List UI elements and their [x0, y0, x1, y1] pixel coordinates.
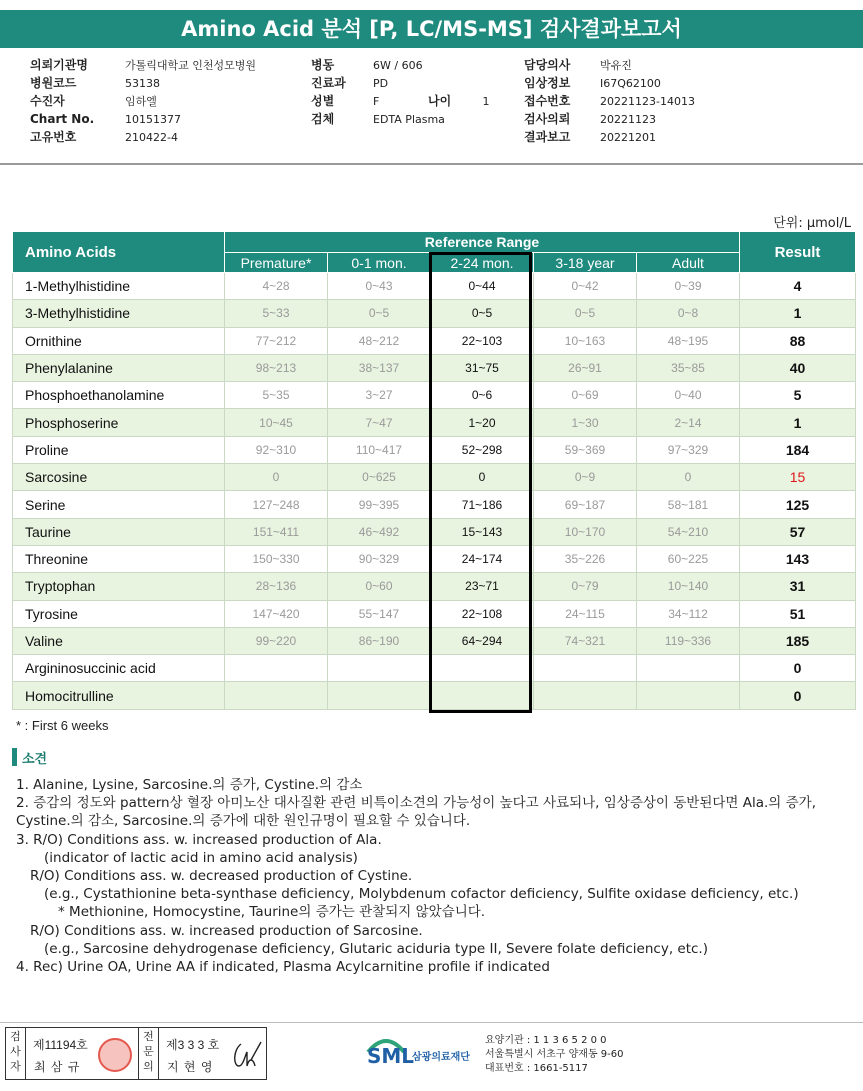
- table-row: [13, 655, 856, 682]
- amino-acid-name: 1-Methylhistidine: [13, 273, 225, 300]
- info-label: 접수번호: [524, 94, 571, 108]
- reference-range-cell: 92~310: [225, 436, 328, 463]
- info-value: 210422-4: [125, 131, 178, 144]
- result-value: 31: [740, 573, 856, 600]
- examiner-cell: [26, 1028, 139, 1079]
- reference-range-cell: 59~369: [534, 436, 637, 463]
- info-label: 성별: [311, 94, 335, 108]
- reference-range-cell: 58~181: [637, 491, 740, 518]
- info-value: 20221123-14013: [600, 95, 695, 108]
- reference-range-cell: 34~112: [637, 600, 740, 627]
- reference-range-cell: 98~213: [225, 354, 328, 381]
- patient-info-col3: [524, 56, 695, 146]
- header-premature-: Premature*: [225, 253, 328, 273]
- patient-info-col1: [30, 56, 256, 146]
- finding-line: 1. Alanine, Lysine, Sarcosine.의 증가, Cystine.의 감소: [16, 777, 363, 793]
- info-row: [524, 128, 695, 146]
- amino-acid-name: Phosphoserine: [13, 409, 225, 436]
- reference-range-cell: 24~174: [431, 545, 534, 572]
- result-value: 88: [740, 327, 856, 354]
- signature-icon: [227, 1036, 263, 1072]
- reference-range-cell: [534, 655, 637, 682]
- result-value: 0: [740, 655, 856, 682]
- footnote: * : First 6 weeks: [16, 718, 109, 733]
- finding-line: (e.g., Sarcosine dehydrogenase deficiency, Glutaric aciduria type II, Severe folate deficiency, etc.): [44, 940, 708, 957]
- examiner-name: 최 삼 규: [34, 1060, 81, 1074]
- vertical-char: 사: [10, 1046, 21, 1058]
- info-label: 결과보고: [524, 130, 571, 144]
- reference-range-cell: 52~298: [431, 436, 534, 463]
- reference-range-cell: 0~9: [534, 464, 637, 491]
- result-value: 4: [740, 273, 856, 300]
- reference-range-cell: [225, 682, 328, 709]
- info-row: [30, 128, 256, 146]
- reference-range-cell: 0~60: [328, 573, 431, 600]
- table-row: [13, 464, 856, 491]
- reference-range-cell: 127~248: [225, 491, 328, 518]
- header-reference-range: Reference Range: [225, 232, 740, 253]
- result-value: 1: [740, 409, 856, 436]
- info-row: [311, 110, 445, 128]
- reference-range-cell: 46~492: [328, 518, 431, 545]
- reference-range-cell: [225, 655, 328, 682]
- findings-text: [16, 776, 816, 976]
- info-value: 임하엘: [125, 95, 157, 108]
- reference-range-cell: 150~330: [225, 545, 328, 572]
- reference-range-cell: 0: [431, 464, 534, 491]
- info-row: [30, 74, 256, 92]
- reference-range-cell: 90~329: [328, 545, 431, 572]
- finding-line: 3. R/O) Conditions ass. w. increased production of Ala.: [16, 831, 382, 848]
- reference-range-cell: 0~5: [431, 300, 534, 327]
- reference-range-cell: 74~321: [534, 627, 637, 654]
- reference-range-cell: 99~395: [328, 491, 431, 518]
- reference-range-cell: 48~195: [637, 327, 740, 354]
- age-field: [428, 92, 490, 111]
- reference-range-cell: 110~417: [328, 436, 431, 463]
- finding-line: R/O) Conditions ass. w. decreased production of Cystine.: [30, 868, 413, 885]
- reference-range-cell: 86~190: [328, 627, 431, 654]
- reference-range-cell: 99~220: [225, 627, 328, 654]
- info-label: 고유번호: [30, 130, 77, 144]
- amino-acid-name: Serine: [13, 491, 225, 518]
- reference-range-cell: 147~420: [225, 600, 328, 627]
- reference-range-cell: 22~103: [431, 327, 534, 354]
- header-amino-acids: Amino Acids: [13, 232, 225, 273]
- amino-acid-name: Argininosuccinic acid: [13, 655, 225, 682]
- examiner-license-no: 제11194호: [33, 1038, 88, 1052]
- header-2-24-mon-: 2-24 mon.: [431, 253, 534, 273]
- examiner-seal-icon: [98, 1038, 132, 1072]
- reference-range-cell: 0~42: [534, 273, 637, 300]
- age-value: 1: [482, 95, 490, 108]
- header-0-1-mon-: 0-1 mon.: [328, 253, 431, 273]
- amino-acid-name: Valine: [13, 627, 225, 654]
- reference-range-cell: 48~212: [328, 327, 431, 354]
- vertical-char: 자: [10, 1061, 21, 1073]
- amino-acid-table: [12, 231, 856, 710]
- reference-range-cell: [534, 682, 637, 709]
- reference-range-cell: 69~187: [534, 491, 637, 518]
- org-name: 삼광의료재단: [412, 1052, 470, 1063]
- amino-acid-name: Phosphoethanolamine: [13, 382, 225, 409]
- info-label: 의뢰기관명: [30, 58, 88, 72]
- info-row: [524, 56, 695, 74]
- reference-range-cell: 0~43: [328, 273, 431, 300]
- amino-acid-name: Proline: [13, 436, 225, 463]
- table-row: [13, 573, 856, 600]
- amino-acid-name: Tyrosine: [13, 600, 225, 627]
- amino-acid-name: Taurine: [13, 518, 225, 545]
- result-value: 40: [740, 354, 856, 381]
- table-row: [13, 436, 856, 463]
- table-row: [13, 273, 856, 300]
- amino-acid-name: 3-Methylhistidine: [13, 300, 225, 327]
- reference-range-cell: 1~30: [534, 409, 637, 436]
- reference-range-cell: 10~163: [534, 327, 637, 354]
- finding-line: Cystine.의 감소, Sarcosine.의 증가에 대한 원인규명이 필요할 수 있습니다.: [16, 813, 471, 830]
- reference-range-cell: 0~5: [534, 300, 637, 327]
- info-value: 가톨릭대학교 인천성모병원: [125, 59, 257, 72]
- vertical-char: 의: [143, 1061, 154, 1073]
- amino-acid-name: Threonine: [13, 545, 225, 572]
- reference-range-cell: 0: [225, 464, 328, 491]
- footer-divider: [0, 1022, 863, 1023]
- info-label: Chart No.: [30, 112, 95, 126]
- amino-acid-name: Phenylalanine: [13, 354, 225, 381]
- specialist-label: [139, 1028, 159, 1079]
- reference-range-cell: 1~20: [431, 409, 534, 436]
- info-value: 박유진: [600, 59, 632, 72]
- table-row: [13, 491, 856, 518]
- table-row: [13, 600, 856, 627]
- reference-range-cell: 10~45: [225, 409, 328, 436]
- reference-range-cell: 64~294: [431, 627, 534, 654]
- reference-range-cell: 35~85: [637, 354, 740, 381]
- finding-line: R/O) Conditions ass. w. increased production of Sarcosine.: [30, 922, 423, 939]
- result-value: 15: [740, 464, 856, 491]
- info-row: [311, 92, 445, 110]
- vertical-char: 검: [10, 1031, 21, 1043]
- reference-range-cell: 0~79: [534, 573, 637, 600]
- info-label: 병동: [311, 58, 335, 72]
- examiner-label: [6, 1028, 26, 1079]
- reference-range-cell: 10~140: [637, 573, 740, 600]
- info-row: [311, 74, 445, 92]
- reference-range-cell: 3~27: [328, 382, 431, 409]
- reference-range-cell: 0~39: [637, 273, 740, 300]
- reference-range-cell: 7~47: [328, 409, 431, 436]
- amino-acid-name: Sarcosine: [13, 464, 225, 491]
- specialist-license-no: 제3 3 3 호: [166, 1038, 220, 1052]
- info-row: [524, 92, 695, 110]
- org-info-line: 서울특별시 서초구 양재동 9-60: [485, 1049, 624, 1060]
- table-row: [13, 327, 856, 354]
- reference-range-cell: 77~212: [225, 327, 328, 354]
- result-value: 51: [740, 600, 856, 627]
- reference-range-cell: [328, 655, 431, 682]
- findings-title: 소견: [22, 752, 48, 767]
- result-value: 185: [740, 627, 856, 654]
- reference-range-cell: 0~625: [328, 464, 431, 491]
- vertical-char: 전: [143, 1031, 154, 1043]
- reference-range-cell: 60~225: [637, 545, 740, 572]
- reference-range-cell: 119~336: [637, 627, 740, 654]
- specialist-name: 지 현 영: [167, 1060, 214, 1074]
- info-row: [30, 56, 256, 74]
- patient-info-col2: [311, 56, 445, 128]
- org-info-line: 대표번호 : 1661-5117: [485, 1063, 588, 1074]
- divider: [0, 163, 863, 165]
- signature-box: [5, 1027, 267, 1080]
- info-label: 수진자: [30, 94, 65, 108]
- reference-range-cell: [328, 682, 431, 709]
- reference-range-cell: [431, 655, 534, 682]
- table-row: [13, 300, 856, 327]
- reference-range-cell: [637, 682, 740, 709]
- result-value: 1: [740, 300, 856, 327]
- amino-acid-name: Ornithine: [13, 327, 225, 354]
- info-row: [30, 110, 256, 128]
- info-row: [524, 110, 695, 128]
- info-label: 검사의뢰: [524, 112, 571, 126]
- info-label: 임상정보: [524, 76, 571, 90]
- reference-range-cell: 71~186: [431, 491, 534, 518]
- org-info-line: 요양기관 : 1 1 3 6 5 2 0 0: [485, 1035, 607, 1046]
- reference-range-cell: 35~226: [534, 545, 637, 572]
- age-label: 나이: [428, 94, 452, 108]
- reference-range-cell: [431, 682, 534, 709]
- info-value: PD: [373, 77, 389, 90]
- report-title: Amino Acid 분석 [P, LC/MS-MS] 검사결과보고서: [0, 10, 863, 48]
- header-3-18-year: 3-18 year: [534, 253, 637, 273]
- info-value: I67Q62100: [600, 77, 661, 90]
- reference-range-cell: 55~147: [328, 600, 431, 627]
- reference-range-cell: 0: [637, 464, 740, 491]
- reference-range-cell: 97~329: [637, 436, 740, 463]
- unit-label: 단위: μmol/L: [773, 216, 851, 231]
- reference-range-cell: 0~40: [637, 382, 740, 409]
- reference-range-cell: 0~69: [534, 382, 637, 409]
- info-value: 10151377: [125, 113, 181, 126]
- org-logo-text: SML: [367, 1044, 415, 1068]
- reference-range-cell: 38~137: [328, 354, 431, 381]
- reference-range-cell: 0~6: [431, 382, 534, 409]
- table-row: [13, 382, 856, 409]
- org-info: [485, 1034, 624, 1076]
- amino-acid-name: Homocitrulline: [13, 682, 225, 709]
- section-marker: [12, 748, 17, 766]
- reference-range-cell: 0~44: [431, 273, 534, 300]
- info-row: [524, 74, 695, 92]
- reference-range-cell: 2~14: [637, 409, 740, 436]
- info-value: F: [373, 95, 380, 108]
- reference-range-cell: 151~411: [225, 518, 328, 545]
- reference-range-cell: 28~136: [225, 573, 328, 600]
- reference-range-cell: 10~170: [534, 518, 637, 545]
- result-value: 184: [740, 436, 856, 463]
- info-label: 검체: [311, 112, 335, 126]
- result-value: 57: [740, 518, 856, 545]
- result-value: 5: [740, 382, 856, 409]
- reference-range-cell: 0~8: [637, 300, 740, 327]
- info-label: 병원코드: [30, 76, 77, 90]
- table-row: [13, 545, 856, 572]
- info-value: 6W / 606: [373, 59, 423, 72]
- reference-range-cell: 5~35: [225, 382, 328, 409]
- reference-range-cell: 23~71: [431, 573, 534, 600]
- finding-line: (indicator of lactic acid in amino acid analysis): [44, 849, 358, 866]
- header-adult: Adult: [637, 253, 740, 273]
- reference-range-cell: 5~33: [225, 300, 328, 327]
- reference-range-cell: 4~28: [225, 273, 328, 300]
- info-label: 진료과: [311, 76, 346, 90]
- reference-range-cell: 31~75: [431, 354, 534, 381]
- info-row: [30, 92, 256, 110]
- result-value: 143: [740, 545, 856, 572]
- result-value: 0: [740, 682, 856, 709]
- info-value: 20221123: [600, 113, 656, 126]
- reference-range-cell: 22~108: [431, 600, 534, 627]
- table-row: [13, 354, 856, 381]
- specialist-cell: [159, 1028, 266, 1079]
- vertical-char: 문: [143, 1046, 154, 1058]
- reference-range-cell: 15~143: [431, 518, 534, 545]
- info-row: [311, 56, 445, 74]
- finding-line: (e.g., Cystathionine beta-synthase deficiency, Molybdenum cofactor deficiency, Sulfite oxidase deficiency, etc.): [44, 886, 799, 903]
- finding-line: 4. Rec) Urine OA, Urine AA if indicated, Plasma Acylcarnitine profile if indicated: [16, 959, 550, 976]
- table-row: [13, 518, 856, 545]
- table-row: [13, 409, 856, 436]
- reference-range-cell: [637, 655, 740, 682]
- info-value: 20221201: [600, 131, 656, 144]
- info-label: 담당의사: [524, 58, 571, 72]
- info-value: 53138: [125, 77, 160, 90]
- table-row: [13, 627, 856, 654]
- reference-range-cell: 54~210: [637, 518, 740, 545]
- amino-acid-name: Tryptophan: [13, 573, 225, 600]
- finding-line: 2. 증감의 정도와 pattern상 혈장 아미노산 대사질환 관련 비특이소견의 가능성이 높다고 사료되나, 임상증상이 동반된다면 Ala.의 증가,: [16, 795, 816, 812]
- reference-range-cell: 0~5: [328, 300, 431, 327]
- reference-range-cell: 24~115: [534, 600, 637, 627]
- header-result: Result: [740, 232, 856, 273]
- table-row: [13, 682, 856, 709]
- reference-range-cell: 26~91: [534, 354, 637, 381]
- finding-line: * Methionine, Homocystine, Taurine의 증가는 관찰되지 않았습니다.: [58, 904, 486, 921]
- result-value: 125: [740, 491, 856, 518]
- info-value: EDTA Plasma: [373, 113, 445, 126]
